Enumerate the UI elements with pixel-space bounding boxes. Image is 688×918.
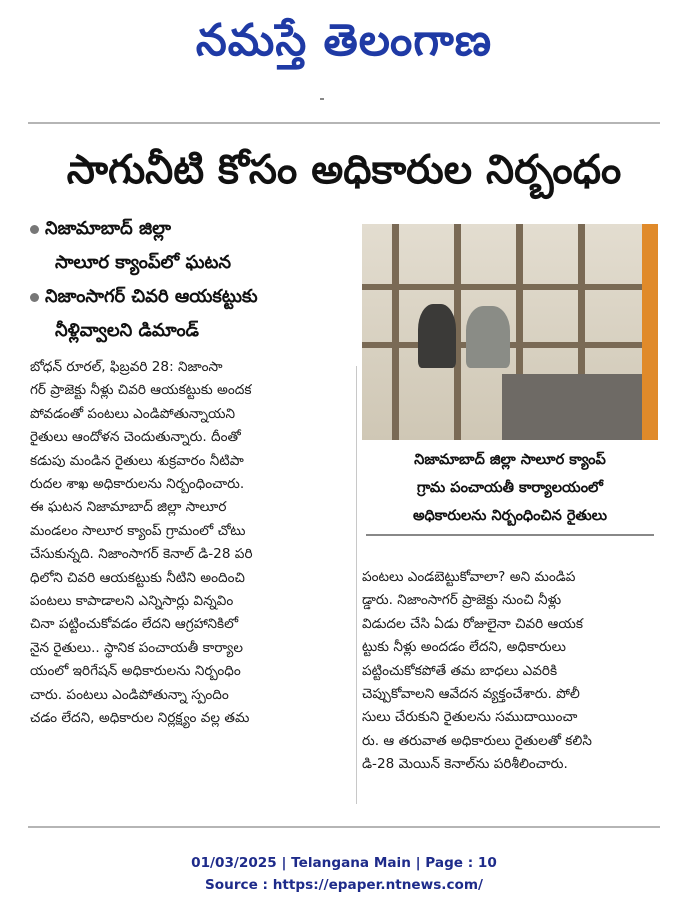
bullet-continuation: సాలూర క్యాంప్‌లో ఘటన [55, 252, 232, 273]
bullet-text: నిజాంసాగర్ చివరి ఆయకట్టుకు [45, 286, 258, 307]
caption-line: గ్రామ పంచాయతీ కార్యాలయంలో [417, 480, 603, 496]
body-line: చేసుకున్నది. నిజాంసాగర్ కెనాల్ డి-28 పరి [30, 546, 253, 563]
body-line: కడుపు మండిన రైతులు శుక్రవారం నీటిపా [30, 452, 244, 469]
body-line: పంటలు ఎండబెట్టుకోవాలా? అని మండిప [362, 569, 576, 585]
body-line: గర్ ప్రాజెక్టు నీళ్లు చివరి ఆయకట్టుకు అందక [30, 382, 252, 399]
page-footer [0, 852, 688, 896]
bullet-text: నిజామాబాద్ జిల్లా [45, 218, 172, 239]
body-line: పోవడంతో పంటలు ఎండిపోతున్నాయని [30, 405, 235, 422]
body-line: సులు చేరుకుని రైతులను సముదాయించా [362, 709, 578, 726]
body-line: విడుదల చేసి ఏడు రోజులైనా చివరి ఆయక [362, 615, 583, 632]
article-headline: సాగునీటి కోసం అధికారుల నిర్బంధం [66, 147, 622, 193]
subheadline-bullets [30, 212, 352, 348]
body-line: రుదల శాఖ అధికారులను నిర్బంధించారు. [30, 476, 245, 493]
body-line: నైన రైతులు.. స్థానిక పంచాయతీ కార్యాల [30, 639, 243, 656]
footer-date-edition: 01/03/2025 | Telangana Main | Page : 10 [191, 855, 497, 871]
column-divider [356, 366, 357, 804]
article-body-left-column [30, 356, 356, 731]
article-photo [362, 224, 658, 440]
bullet-dot-icon [30, 225, 39, 234]
bottom-rule [28, 826, 660, 828]
top-rule [28, 122, 660, 124]
bullet-point [30, 212, 352, 246]
bullet-dot-icon [30, 293, 39, 302]
body-line: డి-28 మెయిన్ కెనాల్‌ను పరిశీలించారు. [362, 756, 568, 773]
body-line: చెప్పుకోవాలని ఆవేదన వ్యక్తంచేశారు. పోలీ [362, 686, 580, 703]
body-line: పట్టించుకోకపోతే తమ బాధలు ఎవరికి [362, 662, 558, 679]
masthead-divider-mark [320, 98, 324, 100]
bullet-continuation: నీళ్లివ్వాలని డిమాండ్ [55, 320, 199, 341]
body-line: ట్టుకు నీళ్లు అందడం లేదని, అధికారులు [362, 639, 566, 656]
body-line: చడం లేదని, అధికారుల నిర్లక్ష్యం వల్ల తమ [30, 710, 250, 727]
body-line: ఈ ఘటన నిజామాబాద్ జిల్లా సాలూర [30, 499, 227, 516]
bullet-point [30, 280, 352, 314]
body-line: ధిలోని చివరి ఆయకట్టుకు నీటిని అందించి [30, 569, 245, 586]
article-body-right-column [362, 566, 658, 777]
body-line: రైతులు ఆందోళన చెందుతున్నారు. దీంతో [30, 429, 241, 446]
body-line: చారు. పంటలు ఎండిపోతున్నా స్పందిం [30, 686, 229, 703]
footer-source: Source : https://epaper.ntnews.com/ [205, 877, 483, 893]
body-line: రు. ఆ తరువాత అధికారులు రైతులతో కలిసి [362, 732, 592, 749]
newspaper-masthead: నమస్తే తెలంగాణ [195, 15, 493, 66]
body-line: పంటలు కాపాడాలని ఎన్నిసార్లు విన్నవిం [30, 593, 234, 610]
caption-rule [366, 534, 654, 536]
caption-line: నిజామాబాద్ జిల్లా సాలూర క్యాంప్ [414, 452, 606, 468]
body-line: డ్డారు. నిజాంసాగర్ ప్రాజెక్టు నుంచి నీళ్లు [362, 592, 562, 609]
caption-line: అధికారులను నిర్బంధించిన రైతులు [412, 508, 608, 524]
body-line: యంలో ఇరిగేషన్ అధికారులను నిర్బంధిం [30, 663, 241, 680]
body-line: మండలం సాలూర క్యాంప్ గ్రామంలో చోటు [30, 522, 246, 539]
body-line: బోధన్ రూరల్, ఫిబ్రవరి 28: నిజాంసా [30, 359, 223, 375]
photo-caption [362, 446, 658, 530]
body-line: చినా పట్టించుకోవడం లేదని ఆగ్రహానికిలో [30, 616, 239, 633]
